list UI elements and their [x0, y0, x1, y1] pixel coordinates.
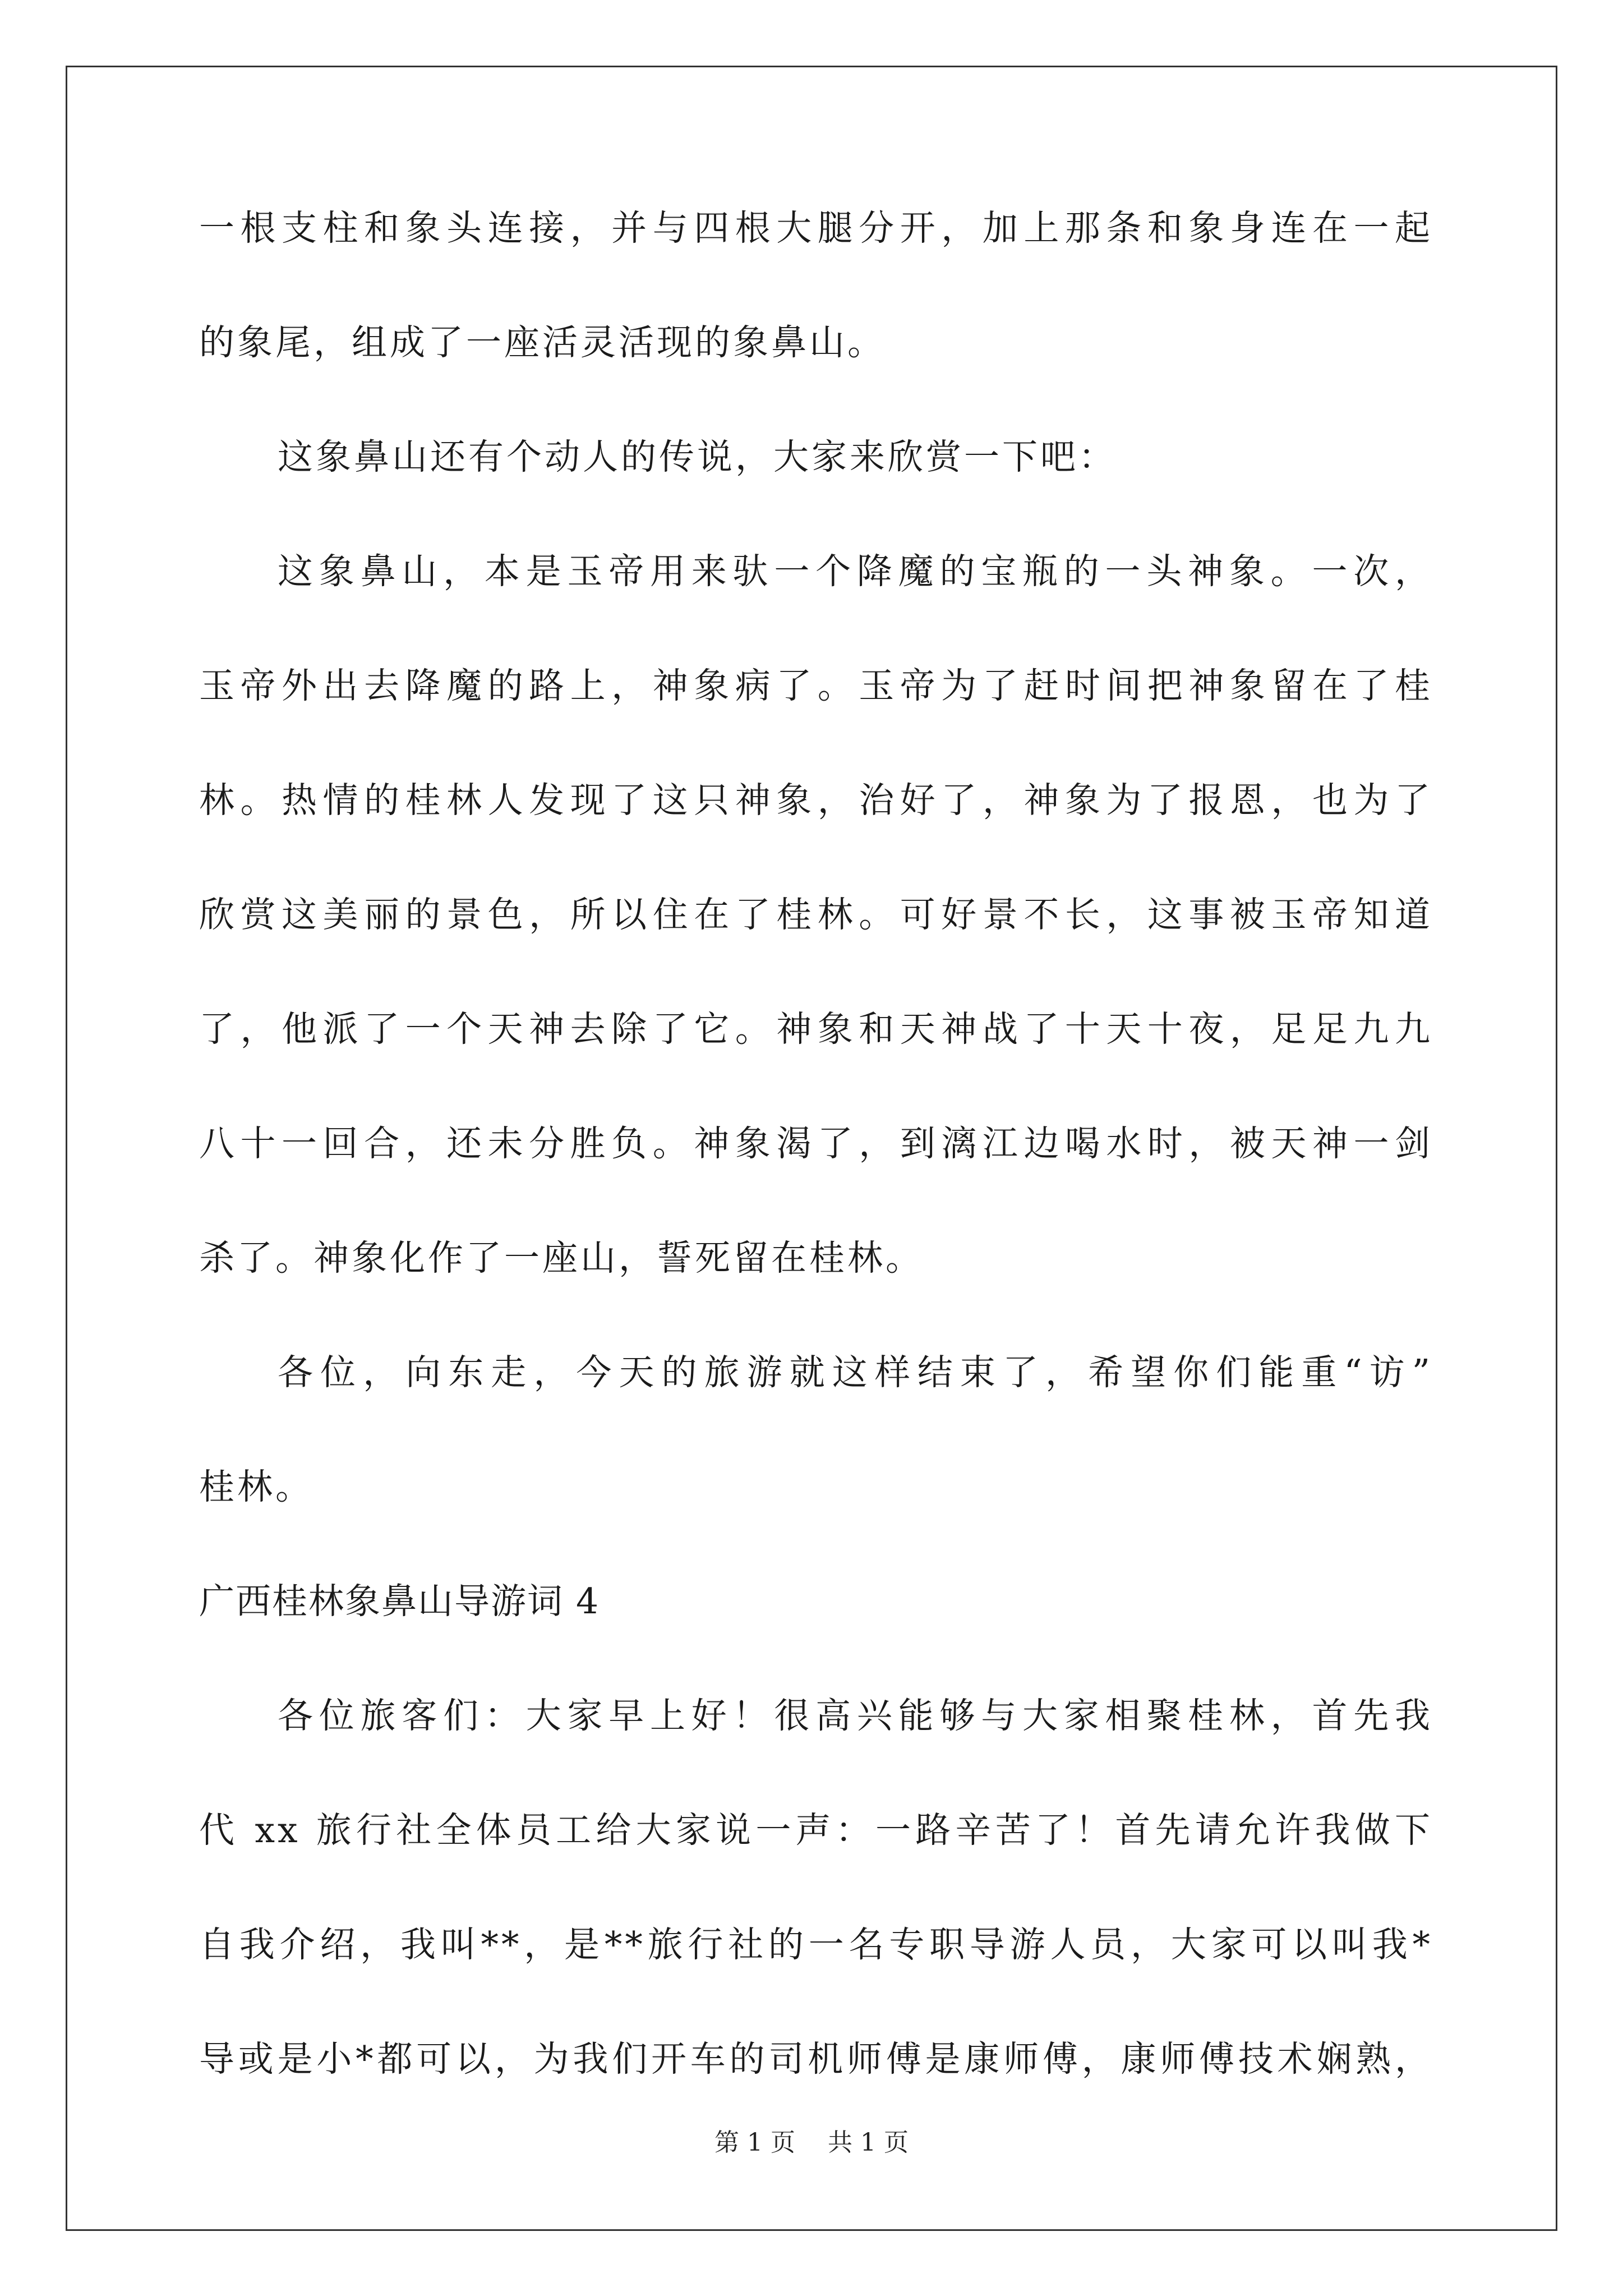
- text-line: 各位，向东走，今天的旅游就这样结束了，希望你们能重“访”: [278, 1352, 1433, 1393]
- text-line: 这象鼻山，本是玉帝用来驮一个降魔的宝瓶的一头神象。一次，: [278, 551, 1433, 592]
- text-line: 这象鼻山还有个动人的传说，大家来欣赏一下吧：: [278, 436, 1117, 477]
- text-line: 杀了。神象化作了一座山，誓死留在桂林。: [199, 1237, 924, 1278]
- text-line: 自我介绍，我叫**，是**旅行社的一名专职导游人员，大家可以叫我*: [199, 1924, 1433, 1965]
- page-footer: [0, 2126, 1623, 2160]
- document-body: [199, 199, 1433, 2145]
- page-count: 共 1 页: [828, 2128, 909, 2157]
- text-line: 了，他派了一个天神去除了它。神象和天神战了十天十夜，足足九九: [199, 1009, 1433, 1050]
- text-line: 代 xx 旅行社全体员工给大家说一声：一路辛苦了！首先请允许我做下: [199, 1810, 1433, 1851]
- page-number: 第 1 页: [714, 2128, 795, 2157]
- section-heading: 广西桂林象鼻山导游词 4: [199, 1581, 600, 1622]
- text-line: 各位旅客们：大家早上好！很高兴能够与大家相聚桂林，首先我: [278, 1695, 1433, 1736]
- text-line: 八十一回合，还未分胜负。神象渴了，到漓江边喝水时，被天神一剑: [199, 1123, 1433, 1164]
- text-line: 欣赏这美丽的景色，所以住在了桂林。可好景不长，这事被玉帝知道: [199, 894, 1433, 935]
- text-line: 的象尾，组成了一座活灵活现的象鼻山。: [199, 322, 886, 363]
- text-line: 林。热情的桂林人发现了这只神象，治好了，神象为了报恩，也为了: [199, 780, 1433, 821]
- text-line: 一根支柱和象头连接，并与四根大腿分开，加上那条和象身连在一起: [199, 208, 1433, 249]
- text-line: 桂林。: [199, 1466, 313, 1507]
- text-line: 导或是小*都可以，为我们开车的司机师傅是康师傅，康师傅技术娴熟，: [199, 2039, 1433, 2079]
- text-line: 玉帝外出去降魔的路上，神象病了。玉帝为了赶时间把神象留在了桂: [199, 665, 1433, 706]
